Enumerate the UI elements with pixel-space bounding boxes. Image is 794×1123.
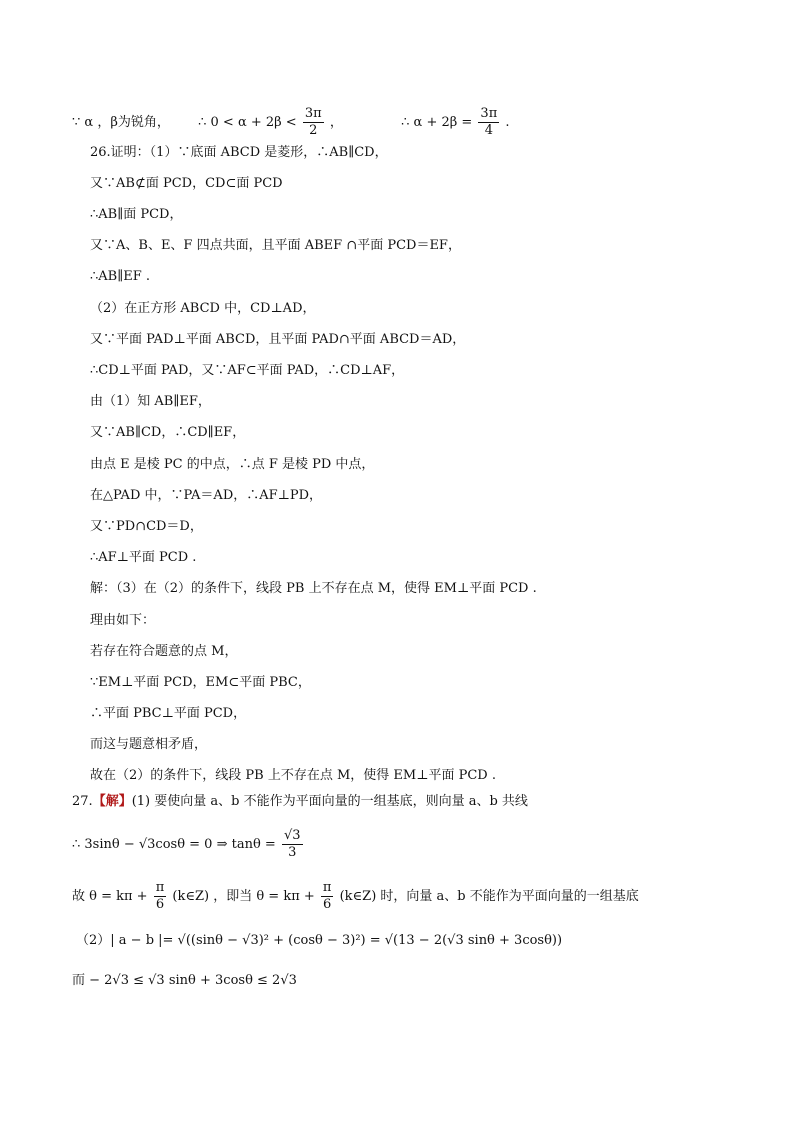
p27-heading-text: (1) 要使向量 a、b 不能作为平面向量的一组基底，则向量 a、b 共线 (131, 794, 528, 809)
p26-line: 而这与题意相矛盾， (90, 737, 208, 752)
p26-line: 又∵AB∥CD，∴CD∥EF， (90, 425, 246, 440)
top-line-part2: ∴ 0 < α + 2β < (198, 115, 297, 130)
frac-num: π (322, 880, 332, 895)
frac-den: 2 (309, 123, 318, 138)
top-line-part4: ∴ α + 2β = (401, 115, 473, 130)
p26-line: ∴AB∥面 PCD， (90, 207, 183, 222)
p26-line: 理由如下： (90, 613, 156, 628)
p26-line: 又∵AB⊄面 PCD，CD⊂面 PCD (90, 176, 283, 191)
fraction-3pi-4 (478, 106, 499, 139)
frac-num: √3 (283, 828, 301, 843)
p26-line: 又∵PD∩CD＝D， (90, 519, 203, 534)
p27-line2-pre: ∴ 3sinθ − √3cosθ = 0 ⇒ tanθ = (72, 837, 276, 852)
frac-num: 3π (304, 106, 322, 121)
p26-line: 26.证明：（1）∵底面 ABCD 是菱形，∴AB∥CD， (90, 145, 388, 160)
p27-tag: 【解】 (92, 794, 132, 809)
p26-line: 又∵平面 PAD⊥平面 ABCD，且平面 PAD∩平面 ABCD＝AD， (90, 332, 466, 347)
p26-line: 故在（2）的条件下，线段 PB 上不存在点 M，使得 EM⊥平面 PCD . (90, 768, 496, 783)
p26-line: 由点 E 是棱 PC 的中点，∴点 F 是棱 PD 中点， (90, 457, 375, 472)
top-line-part1: ∵ α ，β为锐角， (72, 115, 170, 130)
frac-den: 4 (484, 123, 493, 138)
p26-line: 解：（3）在（2）的条件下，线段 PB 上不存在点 M，使得 EM⊥平面 PCD . (90, 581, 537, 596)
fraction-pi-6 (154, 880, 167, 913)
p26-line: ∴AF⊥平面 PCD . (90, 550, 197, 565)
fraction-sqrt3-3 (282, 828, 303, 861)
frac-den: 6 (323, 897, 332, 912)
p27-line4: （2）| a − b |= √((sinθ − √3)² + (cosθ − 3)²) = √(13 − 2(√3 sinθ + 3cosθ)) (76, 933, 563, 948)
p27-line3 (72, 880, 639, 913)
p27-line3-post: (k∈Z) 时，向量 a、b 不能作为平面向量的一组基底 (339, 889, 639, 904)
p26-line: ∵EM⊥平面 PCD，EM⊂平面 PBC， (90, 675, 311, 690)
p27-heading (72, 793, 528, 811)
p27-line2 (72, 828, 305, 861)
p27-line5: 而 − 2√3 ≤ √3 sinθ + 3cosθ ≤ 2√3 (72, 973, 297, 988)
fraction-pi-6 (321, 880, 334, 913)
p26-line: 由（1）知 AB∥EF， (90, 394, 211, 409)
p26-line: 在△PAD 中，∵PA＝AD，∴AF⊥PD， (90, 488, 323, 503)
frac-num: 3π (480, 106, 498, 121)
frac-num: π (155, 880, 165, 895)
top-line-part5: . (505, 115, 510, 130)
p26-line: ∴CD⊥平面 PAD，又∵AF⊂平面 PAD，∴CD⊥AF， (90, 363, 405, 378)
p26-line: ∴平面 PBC⊥平面 PCD， (90, 706, 247, 721)
p27-line3-pre: 故 θ = kπ + (72, 889, 148, 904)
frac-den: 6 (155, 897, 165, 912)
p26-line: （2）在正方形 ABCD 中，CD⊥AD， (90, 301, 316, 316)
p27-number: 27. (72, 794, 93, 809)
p27-line3-mid: (k∈Z) ，即当 θ = kπ + (172, 889, 315, 904)
p26-line: 又∵A、B、E、F 四点共面，且平面 ABEF ∩平面 PCD＝EF， (90, 238, 461, 253)
fraction-3pi-2 (303, 106, 324, 139)
top-line (72, 106, 510, 139)
p26-line: ∴AB∥EF . (90, 269, 150, 284)
top-line-part3: ， (329, 115, 343, 130)
p26-line: 若存在符合题意的点 M， (90, 644, 238, 659)
frac-den: 3 (288, 845, 297, 860)
